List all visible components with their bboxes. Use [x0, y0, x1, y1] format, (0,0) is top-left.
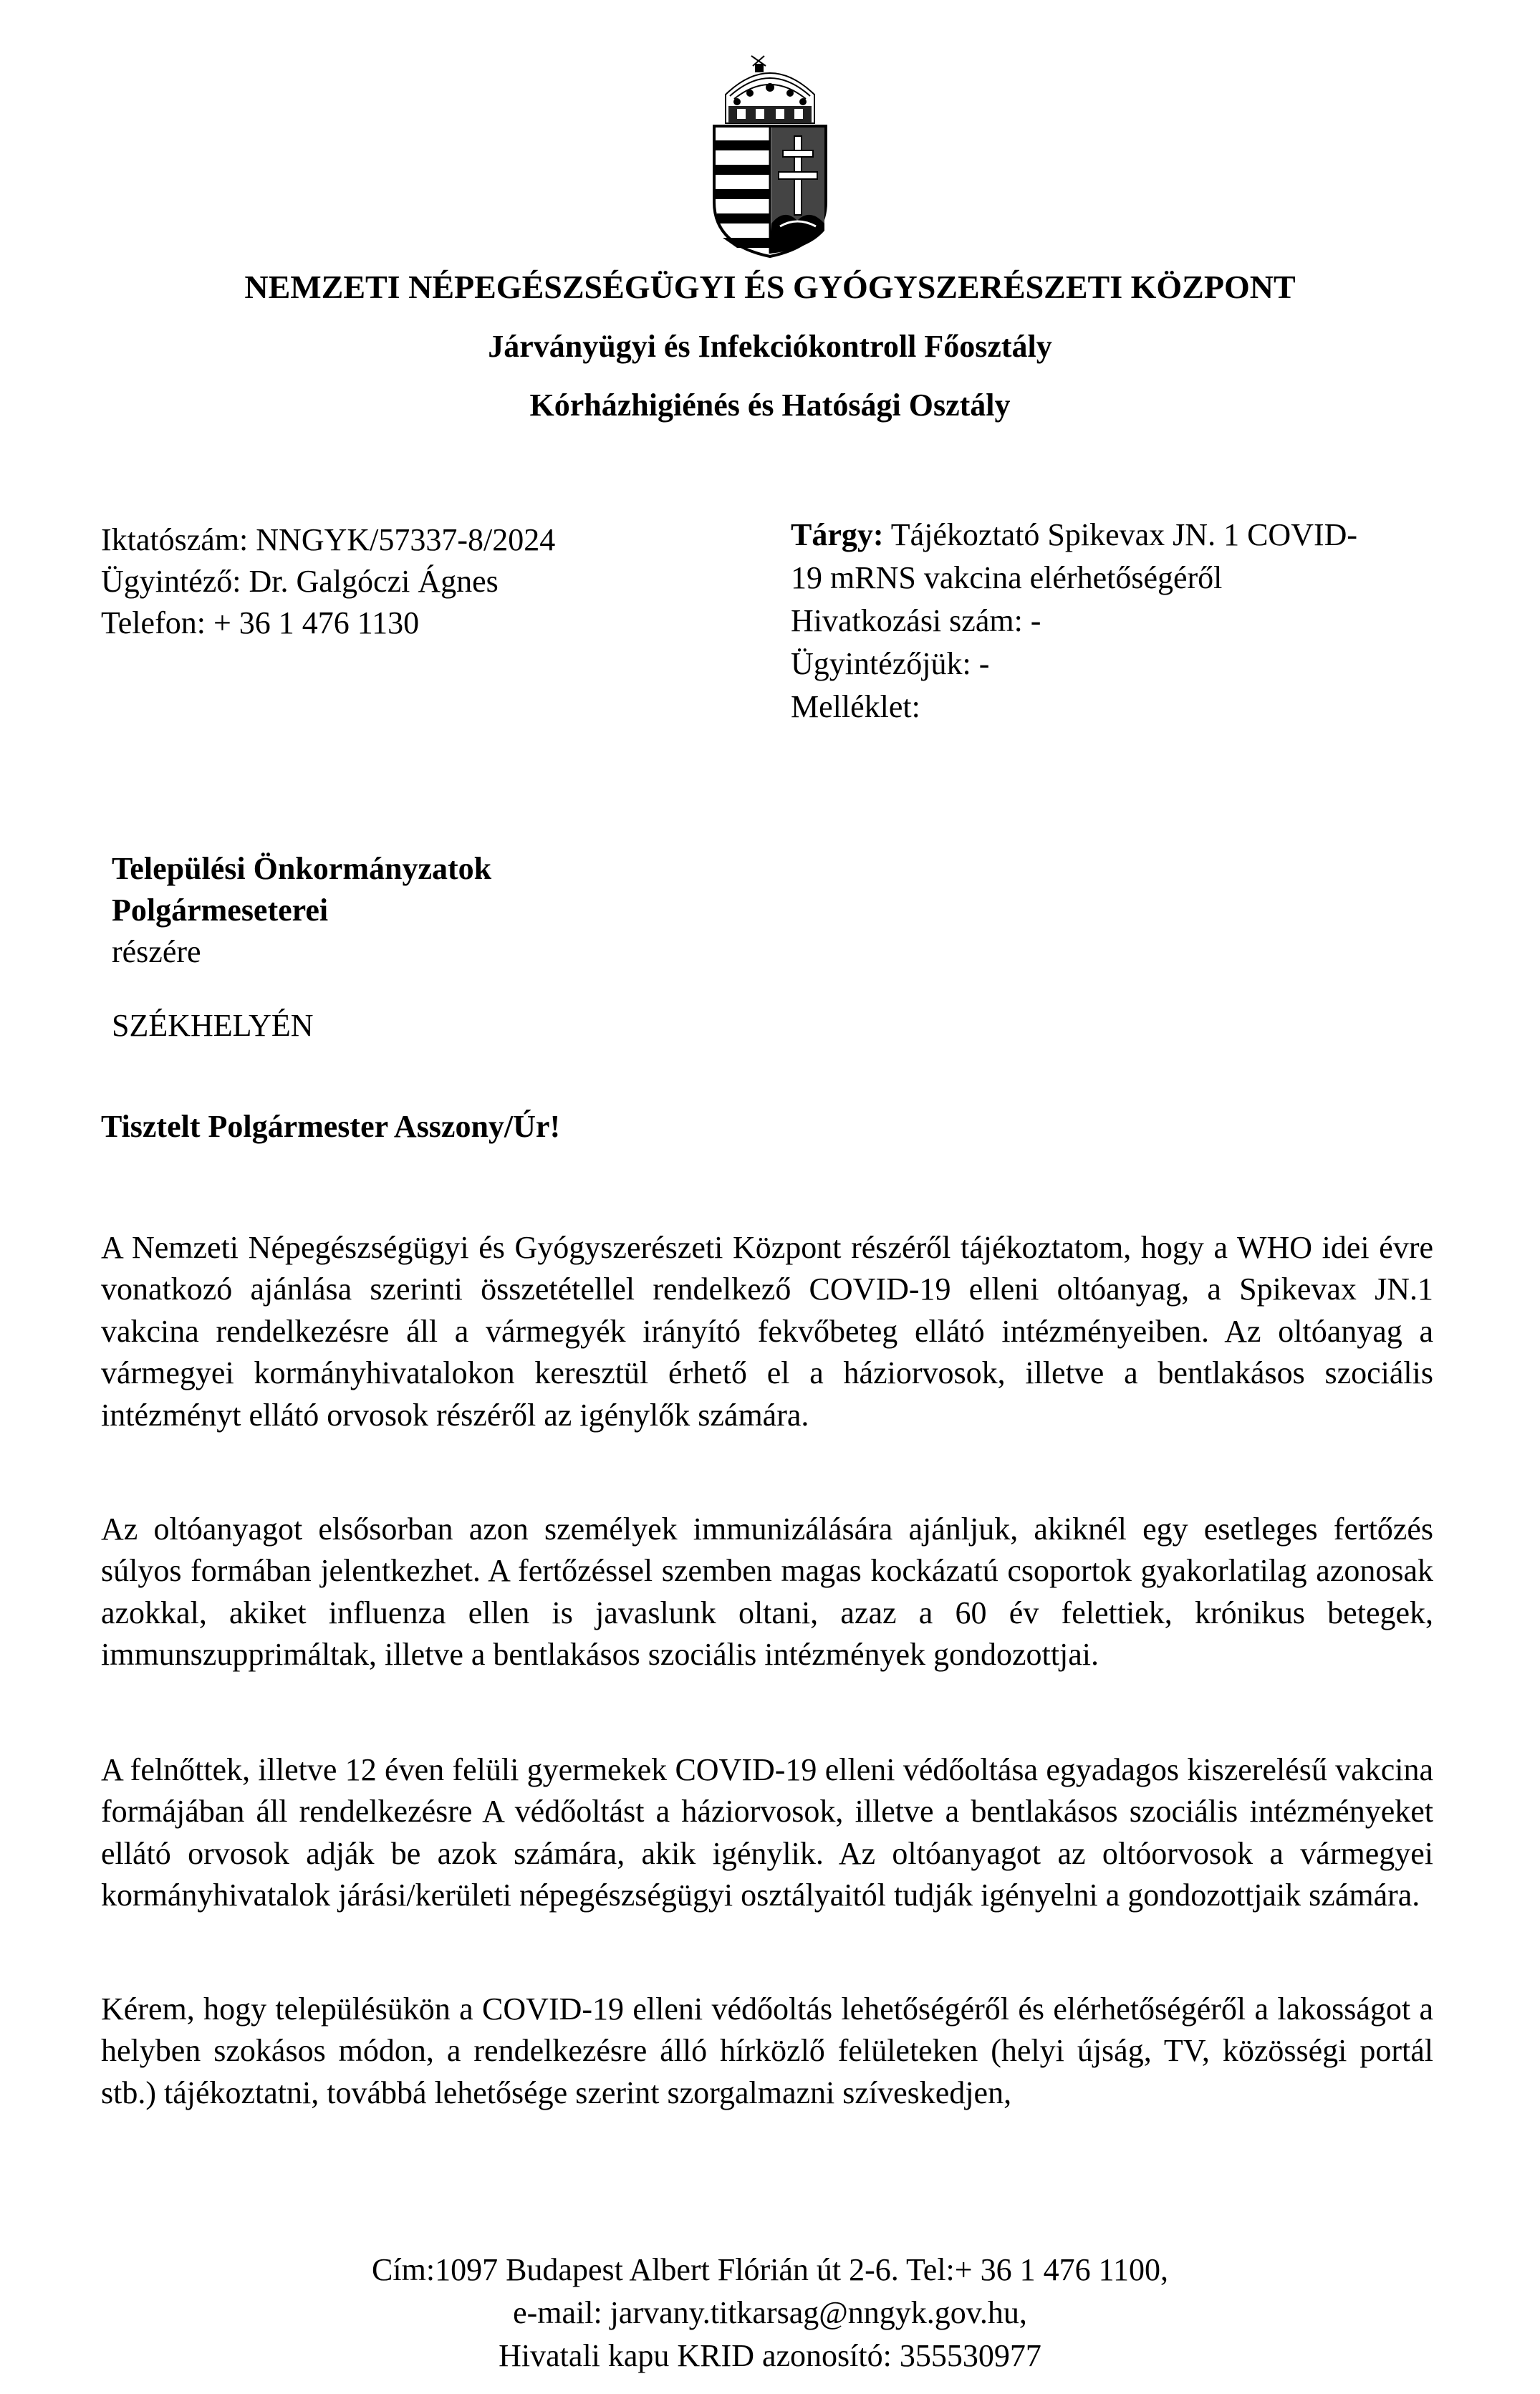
addressee-seat: SZÉKHELYÉN	[112, 1008, 314, 1043]
addressee-line2: Polgármeseterei	[112, 893, 329, 928]
case-officer: Ügyintéző: Dr. Galgóczi Ágnes	[101, 564, 499, 599]
addressee-line1: Települési Önkormányzatok	[112, 851, 492, 886]
subject-label: Tárgy:	[791, 517, 884, 552]
addressee-line3: részére	[112, 934, 201, 969]
reference-block	[101, 519, 555, 644]
body-paragraph-4: Kérem, hogy településükön a COVID-19 elleni védőoltás lehetőségéről és elérhetőségéről a lakosságot a helyben szokásos módon, a rendelkezésre álló hírközlő felületeken (helyi újság, TV, közösségi portál stb.) tájékoztatni, továbbá lehetősége szerint szorgalmazni szíveskedjen,	[101, 1991, 1433, 2110]
footer	[0, 2249, 1540, 2378]
footer-address: Cím:1097 Budapest Albert Flórián út 2-6. Tel:+ 36 1 476 1100,	[372, 2252, 1168, 2287]
salutation: Tisztelt Polgármester Asszony/Úr!	[101, 1109, 561, 1144]
filing-number: Iktatószám: NNGYK/57337-8/2024	[101, 522, 556, 557]
phone-number: Telefon: + 36 1 476 1130	[101, 605, 420, 640]
division-name: Kórházhigiénés és Hatósági Osztály	[529, 388, 1011, 423]
subject-text: Tájékoztató Spikevax JN. 1 COVID-	[890, 517, 1358, 552]
body-paragraph-2: Az oltóanyagot elsősorban azon személyek immunizálására ajánljuk, akiknél egy esetleges fertőzés súlyos formában jelentkezhet. A fertőzéssel szemben magas kockázatú csoportok gyakorlatilag azonosak azokkal, akiket influenza ellen is javaslunk oltani, azaz a 60 év felettiek, krónikus betegek, immunszupprimáltak, illetve a bentlakásos szociális intézmények gondozottjai.	[101, 1511, 1433, 1673]
footer-krid: Hivatali kapu KRID azonosító: 355530977	[499, 2338, 1041, 2373]
subject-text-continued: 19 mRNS vakcina elérhetőségéről	[791, 560, 1223, 595]
your-case-officer: Ügyintézőjük: -	[791, 646, 990, 681]
coat-of-arms-icon	[708, 52, 832, 259]
footer-email: e-mail: jarvany.titkarsag@nngyk.gov.hu,	[513, 2295, 1027, 2330]
body-paragraph-1: A Nemzeti Népegészségügyi és Gyógyszerészeti Központ részéről tájékoztatom, hogy a WHO idei évre vonatkozó ajánlása szerinti összetétellel rendelkező COVID-19 elleni oltóanyag, a Spikevax JN.1 vakcina rendelkezésre áll a vármegyék irányító fekvőbeteg ellátó intézményeiben. Az oltóanyag a vármegyei kormányhivatalokon keresztül érhető el a háziorvosok, illetve a bentlakásos szociális intézményt ellátó orvosok részéről az igénylők számára.	[101, 1230, 1433, 1433]
addressee-block	[112, 848, 491, 973]
department-name: Járványügyi és Infekciókontroll Főosztály	[488, 329, 1052, 364]
org-name: NEMZETI NÉPEGÉSZSÉGÜGYI ÉS GYÓGYSZERÉSZETI KÖZPONT	[244, 269, 1296, 305]
attachment: Melléklet:	[791, 689, 920, 724]
subject-line	[791, 514, 1457, 557]
subject-block	[791, 514, 1457, 729]
reference-number: Hivatkozási szám: -	[791, 603, 1041, 638]
body-paragraph-3: A felnőttek, illetve 12 éven felüli gyermekek COVID-19 elleni védőoltása egyadagos kiszerelésű vakcina formájában áll rendelkezésre A védőoltást a háziorvosok, illetve a bentlakásos szociális intézményeket ellátó orvosok adják be azok számára, akik igénylik. Az oltóanyagot az oltóorvosok a vármegyei kormányhivatalok járási/kerületi népegészségügyi osztályaitól tudják igényelni a gondozottjaik számára.	[101, 1752, 1433, 1913]
